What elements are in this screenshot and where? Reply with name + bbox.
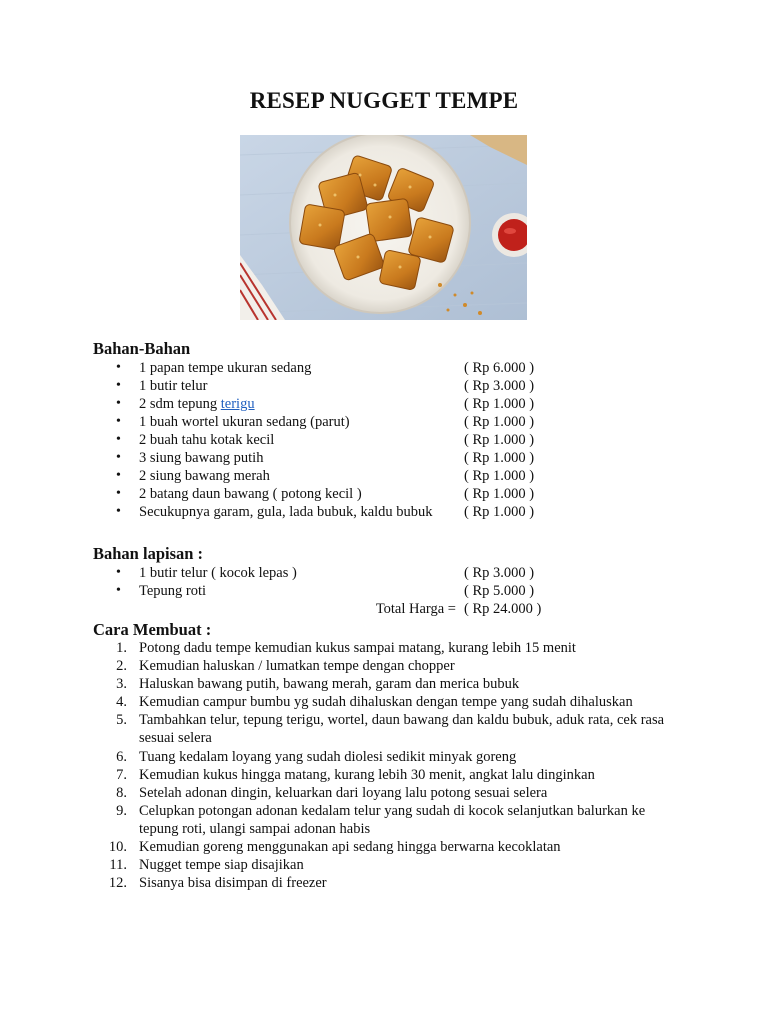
step-number: 4. (116, 694, 127, 711)
step-number: 10. (108, 839, 127, 856)
ingredient-name: 3 siung bawang putih (139, 450, 264, 466)
ingredient-price: ( Rp 1.000 ) (464, 504, 535, 520)
ingredient-price: ( Rp 1.000 ) (464, 432, 535, 448)
step-item (0, 675, 768, 693)
ingredient-text (139, 467, 270, 485)
lapisan-list (0, 564, 768, 600)
ingredient-price: ( Rp 3.000 ) (464, 565, 535, 581)
bullet-icon: • (116, 432, 121, 447)
step-text: Kemudian haluskan / lumatkan tempe dengan chopper (139, 658, 455, 675)
nugget-photo (240, 135, 527, 320)
ingredient-text (139, 485, 362, 503)
ingredient-item (0, 467, 768, 485)
ingredient-name: 1 butir telur (139, 378, 208, 394)
step-item (0, 784, 768, 802)
ingredient-name: 1 butir telur ( kocok lepas ) (139, 565, 297, 581)
ingredient-text (139, 359, 311, 377)
step-number: 7. (116, 766, 127, 783)
ingredient-price: ( Rp 5.000 ) (464, 583, 535, 599)
bahan-list (0, 359, 768, 521)
ingredient-link[interactable]: terigu (220, 396, 255, 412)
ingredient-text (139, 431, 274, 449)
ingredient-name: 1 buah wortel ukuran sedang (parut) (139, 414, 350, 430)
step-text: Nugget tempe siap disajikan (139, 857, 304, 874)
step-text: Haluskan bawang putih, bawang merah, garam dan merica bubuk (139, 676, 520, 693)
ingredient-price: ( Rp 1.000 ) (464, 468, 535, 484)
ingredient-name: Tepung roti (139, 583, 207, 599)
ingredient-text (139, 503, 433, 521)
ingredient-item (0, 485, 768, 503)
ingredient-item (0, 582, 768, 600)
step-text: Potong dadu tempe kemudian kukus sampai matang, kurang lebih 15 menit (139, 640, 576, 656)
ingredient-text (139, 449, 263, 467)
step-text: Celupkan potongan adonan kedalam telur yang sudah di kocok selanjutkan balurkan ke tepung roti, ulangi sampai adonan habis (139, 802, 646, 837)
total-label: Total Harga = (375, 601, 456, 617)
ingredient-price: ( Rp 1.000 ) (464, 414, 535, 430)
step-item (0, 748, 768, 766)
bullet-icon: • (116, 468, 121, 483)
step-text: Tambahkan telur, tepung terigu, wortel, daun bawang dan kaldu bubuk, aduk rata, cek rasa sesuai selera (139, 712, 665, 747)
step-text: Setelah adonan dingin, keluarkan dari loyang lalu potong sesuai selera (139, 784, 548, 801)
ingredient-name: 2 sdm tepung (139, 396, 221, 412)
bullet-icon: • (116, 504, 121, 519)
ingredient-price: ( Rp 6.000 ) (464, 360, 535, 376)
ingredient-item (0, 395, 768, 413)
ingredient-name: 2 batang daun bawang ( potong kecil ) (139, 486, 362, 502)
ingredient-item (0, 413, 768, 431)
ingredient-item (0, 449, 768, 467)
ingredient-text (139, 377, 207, 395)
step-number: 12. (108, 875, 127, 892)
cara-heading: Cara Membuat : (93, 620, 212, 639)
step-item (0, 657, 768, 675)
step-text: Kemudian goreng menggunakan api sedang hingga berwarna kecoklatan (139, 839, 561, 856)
step-item (0, 802, 768, 838)
total-value: ( Rp 24.000 ) (464, 601, 542, 617)
ingredient-price: ( Rp 1.000 ) (464, 450, 535, 466)
steps-list (0, 639, 768, 892)
step-item (0, 856, 768, 874)
lapisan-heading: Bahan lapisan : (93, 544, 204, 563)
step-item (0, 711, 768, 747)
ingredient-price: ( Rp 3.000 ) (464, 378, 535, 394)
step-number: 8. (116, 784, 127, 801)
step-number: 11. (109, 857, 127, 874)
step-item (0, 639, 768, 657)
ingredient-price: ( Rp 1.000 ) (464, 396, 535, 412)
bullet-icon: • (116, 583, 121, 598)
page-title: RESEP NUGGET TEMPE (249, 88, 519, 113)
ingredient-name: 2 siung bawang merah (139, 468, 270, 484)
ingredient-item (0, 564, 768, 582)
step-number: 1. (116, 640, 127, 656)
ingredient-item (0, 503, 768, 521)
step-text: Kemudian kukus hingga matang, kurang lebih 30 menit, angkat lalu dinginkan (139, 766, 595, 783)
bullet-icon: • (116, 360, 121, 375)
bullet-icon: • (116, 565, 121, 580)
step-item (0, 766, 768, 784)
bullet-icon: • (116, 414, 121, 429)
step-text: Kemudian campur bumbu yg sudah dihaluskan dengan tempe yang sudah dihaluskan (139, 694, 633, 711)
total-row (0, 600, 768, 618)
bullet-icon: • (116, 486, 121, 501)
step-number: 6. (116, 748, 127, 765)
step-number: 9. (116, 802, 127, 819)
step-number: 5. (116, 712, 127, 729)
bahan-heading: Bahan-Bahan (93, 339, 191, 358)
step-item (0, 874, 768, 892)
ingredient-text (139, 395, 255, 413)
step-text: Sisanya bisa disimpan di freezer (139, 875, 327, 892)
bullet-icon: • (116, 396, 121, 411)
step-number: 3. (116, 676, 127, 693)
ingredient-text (139, 582, 206, 600)
ingredient-name: 2 buah tahu kotak kecil (139, 432, 275, 448)
ingredient-item (0, 431, 768, 449)
ingredient-text (139, 564, 297, 582)
step-item (0, 693, 768, 711)
fried-tempe-nuggets-plate-photo (240, 135, 527, 320)
bullet-icon: • (116, 450, 121, 465)
step-number: 2. (116, 658, 127, 675)
step-item (0, 838, 768, 856)
step-text: Tuang kedalam loyang yang sudah diolesi sedikit minyak goreng (139, 748, 517, 765)
ingredient-name: Secukupnya garam, gula, lada bubuk, kaldu bubuk (139, 504, 433, 520)
ingredient-item (0, 359, 768, 377)
ingredient-text (139, 413, 350, 431)
ingredient-name: 1 papan tempe ukuran sedang (139, 360, 312, 376)
bullet-icon: • (116, 378, 121, 393)
ingredient-price: ( Rp 1.000 ) (464, 486, 535, 502)
ingredient-item (0, 377, 768, 395)
